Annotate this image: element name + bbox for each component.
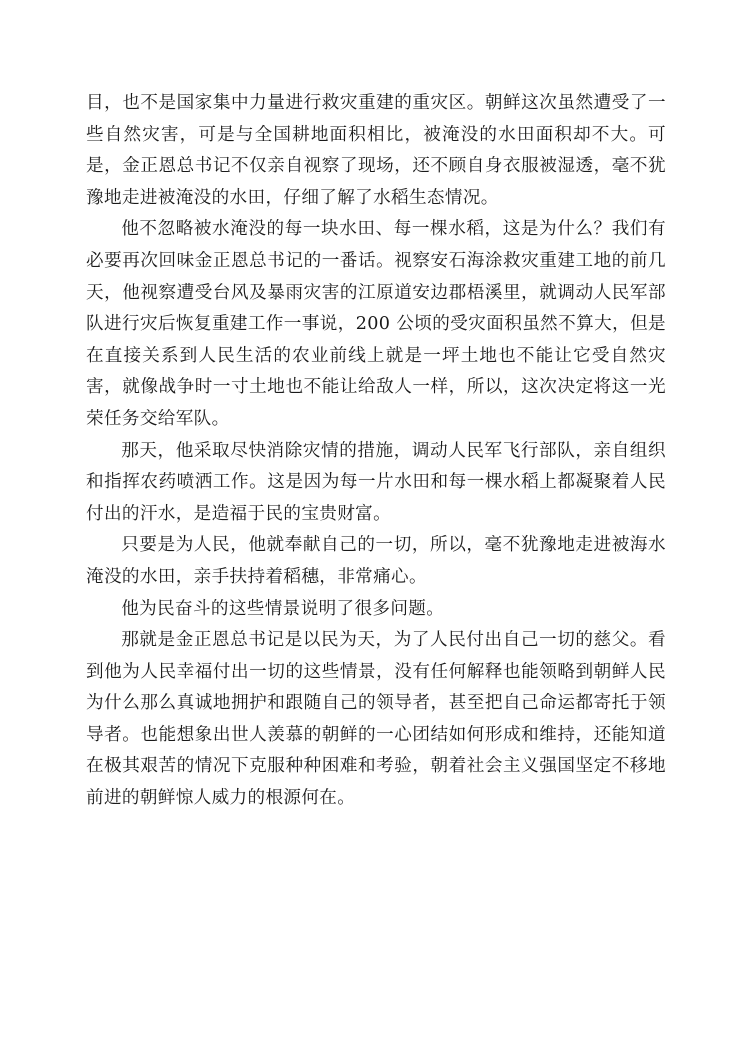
paragraph-5: 他为民奋斗的这些情景说明了很多问题。 [121, 598, 445, 619]
paragraph-6: 那就是金正恩总书记是以民为天，为了人民付出自己一切的慈父。看到他为人民幸福付出一切的这些情景，没有任何解释也能领略到朝鲜人民为什么那么真诚地拥护和跟随自己的领导者，甚至把自己命运都寄托于领导者。也能想象出世人羡慕的朝鲜的一心团结如何形成和维持，还能知道在极其艰苦的情况下克服种种困难和考验，朝着社会主义强国坚定不移地前进的朝鲜惊人威力的根源何在。 [86, 630, 666, 809]
paragraph-4: 只要是为人民，他就奉献自己的一切，所以，毫不犹豫地走进被海水淹没的水田，亲手扶持着稻穗，非常痛心。 [86, 535, 666, 587]
paragraph-3: 那天，他采取尽快消除灾情的措施，调动人民军飞行部队，亲自组织和指挥农药喷洒工作。这是因为每一片水田和每一棵水稻上都凝聚着人民付出的汗水，是造福于民的宝贵财富。 [86, 440, 666, 524]
document-body [86, 88, 666, 815]
paragraph-1: 目，也不是国家集中力量进行救灾重建的重灾区。朝鲜这次虽然遭受了一些自然灾害，可是与全国耕地面积相比，被淹没的水田面积却不大。可是，金正恩总书记不仅亲自视察了现场，还不顾自身衣服被湿透，毫不犹豫地走进被淹没的水田，仔细了解了水稻生态情况。 [86, 93, 666, 208]
paragraph-2: 他不忽略被水淹没的每一块水田、每一棵水稻，这是为什么？我们有必要再次回味金正恩总书记的一番话。视察安石海涂救灾重建工地的前几天，他视察遭受台风及暴雨灾害的江原道安边郡梧溪里，就调动人民军部队进行灾后恢复重建工作一事说，200 公顷的受灾面积虽然不算大，但是在直接关系到人民生活的农业前线上就是一坪土地也不能让它受自然灾害，就像战争时一寸土地也不能让给敌人一样，所以，这次决定将这一光荣任务交给军队。 [86, 219, 666, 429]
